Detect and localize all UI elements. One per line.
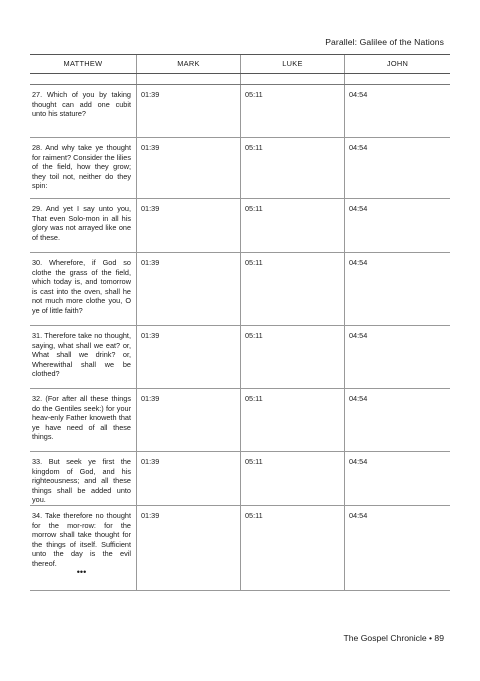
john-reference: 04:54 xyxy=(344,326,450,388)
john-reference: 04:54 xyxy=(344,506,450,590)
verse-text: 33. But seek ye first the kingdom of God, and his righteousness; and all these things shall be added unto you. xyxy=(32,457,131,505)
luke-reference: 05:11 xyxy=(240,85,344,137)
spacer-cell xyxy=(30,74,136,84)
luke-reference: 05:11 xyxy=(240,506,344,590)
mark-reference: 01:39 xyxy=(136,452,240,507)
table-row xyxy=(30,452,450,506)
luke-reference: 05:11 xyxy=(240,199,344,252)
matthew-verse xyxy=(30,326,136,388)
mark-reference: 01:39 xyxy=(136,506,240,590)
john-reference: 04:54 xyxy=(344,253,450,325)
luke-reference: 05:11 xyxy=(240,253,344,325)
matthew-verse xyxy=(30,389,136,451)
table-body xyxy=(30,85,450,591)
matthew-verse xyxy=(30,452,136,507)
verse-text: 30. Wherefore, if God so clothe the grass of the field, which today is, and tomorrow is cast into the oven, shall he not much more clothe you, O ye of little faith? xyxy=(32,258,131,315)
table-row xyxy=(30,326,450,389)
mark-reference: 01:39 xyxy=(136,326,240,388)
table-row xyxy=(30,253,450,326)
continuation-marker: ••• xyxy=(76,566,87,577)
john-reference: 04:54 xyxy=(344,85,450,137)
mark-reference: 01:39 xyxy=(136,85,240,137)
verse-text: 29. And yet I say unto you, That even Solo-mon in all his glory was not arrayed like one of these. xyxy=(32,204,131,242)
matthew-verse xyxy=(30,199,136,252)
verse-text: 27. Which of you by taking thought can add one cubit unto his stature? xyxy=(32,90,131,119)
table-row xyxy=(30,138,450,199)
john-reference: 04:54 xyxy=(344,389,450,451)
john-reference: 04:54 xyxy=(344,452,450,507)
matthew-verse xyxy=(30,506,136,590)
page-footer: The Gospel Chronicle • 89 xyxy=(343,633,444,643)
table-row xyxy=(30,85,450,138)
column-header-luke: LUKE xyxy=(240,55,344,73)
mark-reference: 01:39 xyxy=(136,199,240,252)
luke-reference: 05:11 xyxy=(240,138,344,198)
matthew-verse xyxy=(30,85,136,137)
john-reference: 04:54 xyxy=(344,199,450,252)
verse-text: 32. (For after all these things do the Gentiles seek:) for your heav-enly Father knoweth that ye have need of all these things. xyxy=(32,394,131,442)
column-header-mark: MARK xyxy=(136,55,240,73)
luke-reference: 05:11 xyxy=(240,452,344,507)
table-row xyxy=(30,389,450,452)
matthew-verse xyxy=(30,253,136,325)
header-spacer xyxy=(30,74,450,85)
column-header-matthew: MATTHEW xyxy=(63,59,103,68)
john-reference: 04:54 xyxy=(344,138,450,198)
spacer-cell xyxy=(240,74,344,84)
mark-reference: 01:39 xyxy=(136,253,240,325)
verse-text: 34. Take therefore no thought for the mor-row: for the morrow shall take thought for the things of itself. Sufficient unto the day is the evil thereof. xyxy=(32,511,131,568)
table-header-row xyxy=(30,54,450,74)
spacer-cell xyxy=(136,74,240,84)
luke-reference: 05:11 xyxy=(240,326,344,388)
table-row xyxy=(30,506,450,591)
mark-reference: 01:39 xyxy=(136,389,240,451)
parallel-table xyxy=(30,54,450,591)
luke-reference: 05:11 xyxy=(240,389,344,451)
page-header: Parallel: Galilee of the Nations xyxy=(325,37,444,47)
matthew-verse xyxy=(30,138,136,198)
table-row xyxy=(30,199,450,253)
column-header-john: JOHN xyxy=(344,55,450,73)
mark-reference: 01:39 xyxy=(136,138,240,198)
spacer-cell xyxy=(344,74,450,84)
verse-text: 31. Therefore take no thought, saying, what shall we eat? or, What shall we drink? or, Wherewithal shall we be clothed? xyxy=(32,331,131,379)
verse-text: 28. And why take ye thought for raiment? Consider the lilies of the field, how they grow; they toil not, neither do they spin: xyxy=(32,143,131,191)
